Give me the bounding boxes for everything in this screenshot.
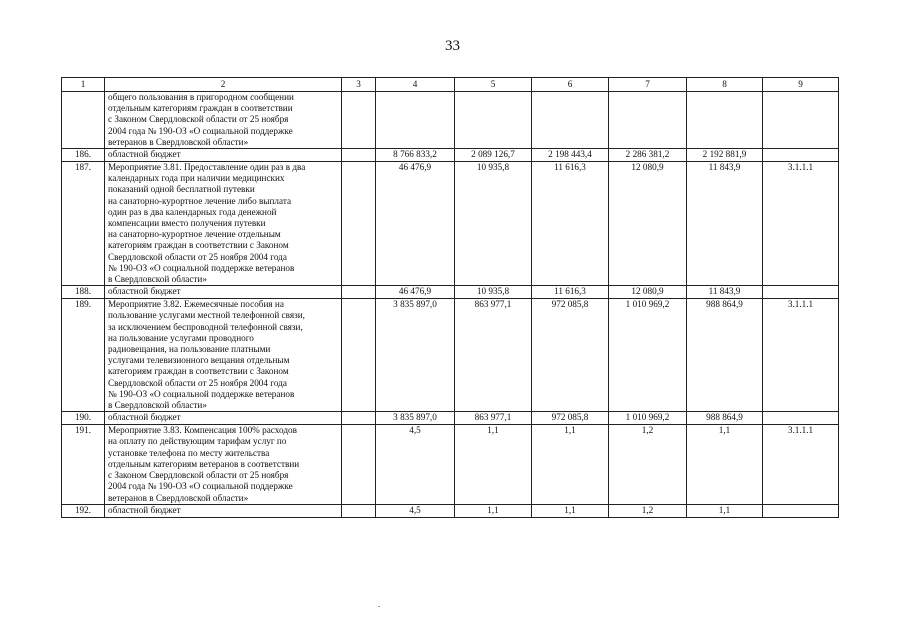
- description-line: отдельным категориям граждан в соответствии: [108, 103, 293, 114]
- description-line: 2004 года № 190-ОЗ «О социальной поддержке: [108, 481, 293, 492]
- row-number: 187.: [62, 162, 105, 286]
- column-header: 6: [532, 78, 609, 92]
- description-line: общего пользования в пригородном сообщении: [108, 92, 294, 102]
- amount-c7: 1 010 969,2: [609, 412, 687, 425]
- amount-c8: 1,1: [687, 425, 763, 504]
- amount-c7: 1,2: [609, 504, 687, 517]
- description-line: на санаторно-курортное лечение отдельным: [108, 229, 281, 240]
- amount-c8: [687, 92, 763, 149]
- description-line: установке телефона по месту жительства: [108, 447, 270, 458]
- amount-c5: 2 089 126,7: [455, 149, 532, 162]
- description-line: № 190-ОЗ «О социальной поддержке ветеранов: [108, 262, 295, 273]
- amount-c4: 46 476,9: [376, 162, 455, 286]
- amount-c6: 972 085,8: [532, 412, 609, 425]
- table-row-budget: [62, 504, 839, 517]
- column-header: 1: [62, 78, 105, 92]
- column-header: 5: [455, 78, 532, 92]
- amount-c8: 2 192 881,9: [687, 149, 763, 162]
- description-line: Свердловской области от 25 ноября 2004 года: [108, 377, 287, 388]
- description-line: с Законом Свердловской области от 25 ноября: [108, 470, 289, 481]
- amount-c8: 1,1: [687, 504, 763, 517]
- description-line: Мероприятие 3.81. Предоставление один раз в два: [108, 162, 306, 173]
- target-code: [763, 92, 839, 149]
- description-line: радиовещания, на пользование платными: [108, 344, 271, 355]
- amount-c6: 972 085,8: [532, 299, 609, 412]
- amount-c5: 863 977,1: [455, 299, 532, 412]
- amount-c7: 1 010 969,2: [609, 299, 687, 412]
- description-line: ветеранов в Свердловской области»: [108, 492, 249, 503]
- description-line: Мероприятие 3.83. Компенсация 100% расходов: [108, 425, 297, 436]
- page-number: 33: [445, 38, 460, 54]
- description-line: в Свердловской области»: [108, 274, 207, 285]
- row-description: [105, 286, 342, 299]
- amount-c8: 988 864,9: [687, 299, 763, 412]
- amount-c4: [376, 92, 455, 149]
- description-line: календарных года при наличии медицинских: [108, 173, 285, 184]
- table-row: [62, 299, 839, 412]
- table-row: [62, 162, 839, 286]
- amount-c3: [342, 425, 376, 504]
- description-line: на санаторно-курортное лечение либо выплата: [108, 195, 292, 206]
- target-code: [763, 412, 839, 425]
- column-header: 8: [687, 78, 763, 92]
- amount-c3: [342, 92, 376, 149]
- table-row-budget: [62, 412, 839, 425]
- description-line: категориям граждан в соответствии с Законом: [108, 366, 289, 377]
- amount-c6: 11 616,3: [532, 162, 609, 286]
- row-number: 191.: [62, 425, 105, 504]
- amount-c3: [342, 412, 376, 425]
- amount-c7: 12 080,9: [609, 286, 687, 299]
- amount-c7: 2 286 381,2: [609, 149, 687, 162]
- row-number: 192.: [62, 504, 105, 517]
- row-number: 188.: [62, 286, 105, 299]
- description-line: областной бюджет: [108, 412, 181, 423]
- scan-artifact: [378, 606, 380, 607]
- row-number: 186.: [62, 149, 105, 162]
- target-code: [763, 504, 839, 517]
- row-description: [105, 92, 342, 149]
- row-description: [105, 425, 342, 504]
- table-body: [62, 92, 839, 518]
- row-description: [105, 149, 342, 162]
- amount-c4: 4,5: [376, 425, 455, 504]
- amount-c7: 1,2: [609, 425, 687, 504]
- description-line: областной бюджет: [108, 286, 181, 297]
- description-line: № 190-ОЗ «О социальной поддержке ветеранов: [108, 388, 295, 399]
- description-line: показаний одной бесплатной путевки: [108, 184, 255, 195]
- target-code: [763, 286, 839, 299]
- table-row: [62, 425, 839, 504]
- amount-c6: 1,1: [532, 425, 609, 504]
- target-code: 3.1.1.1: [763, 299, 839, 412]
- row-number: 189.: [62, 299, 105, 412]
- target-code: 3.1.1.1: [763, 425, 839, 504]
- amount-c7: 12 080,9: [609, 162, 687, 286]
- description-line: в Свердловской области»: [108, 400, 207, 411]
- amount-c3: [342, 299, 376, 412]
- description-line: отдельным категориям ветеранов в соответствии: [108, 458, 300, 469]
- amount-c3: [342, 162, 376, 286]
- target-code: 3.1.1.1: [763, 162, 839, 286]
- amount-c8: 11 843,9: [687, 286, 763, 299]
- column-header: 7: [609, 78, 687, 92]
- description-line: с Законом Свердловской области от 25 ноября: [108, 114, 289, 125]
- amount-c5: 10 935,8: [455, 286, 532, 299]
- description-line: областной бюджет: [108, 504, 181, 515]
- amount-c4: 3 835 897,0: [376, 299, 455, 412]
- description-line: Мероприятие 3.82. Ежемесячные пособия на: [108, 299, 284, 310]
- amount-c8: 11 843,9: [687, 162, 763, 286]
- description-line: услугами телевизионного вещания отдельным: [108, 355, 290, 366]
- amount-c4: 46 476,9: [376, 286, 455, 299]
- amount-c3: [342, 504, 376, 517]
- amount-c8: 988 864,9: [687, 412, 763, 425]
- column-header: 4: [376, 78, 455, 92]
- amount-c6: 11 616,3: [532, 286, 609, 299]
- row-number: 190.: [62, 412, 105, 425]
- budget-table: [61, 77, 839, 518]
- row-number: [62, 92, 105, 149]
- row-description: [105, 504, 342, 517]
- column-header: 9: [763, 78, 839, 92]
- table-row-budget: [62, 149, 839, 162]
- amount-c6: [532, 92, 609, 149]
- description-line: 2004 года № 190-ОЗ «О социальной поддержке: [108, 125, 293, 136]
- amount-c3: [342, 149, 376, 162]
- column-header: 3: [342, 78, 376, 92]
- amount-c4: 4,5: [376, 504, 455, 517]
- amount-c5: [455, 92, 532, 149]
- amount-c3: [342, 286, 376, 299]
- column-header: 2: [105, 78, 342, 92]
- table-row-budget: [62, 286, 839, 299]
- description-line: категориям граждан в соответствии с Законом: [108, 240, 289, 251]
- description-line: компенсации вместо получения путевки: [108, 218, 266, 229]
- target-code: [763, 149, 839, 162]
- amount-c5: 1,1: [455, 425, 532, 504]
- description-line: областной бюджет: [108, 149, 181, 160]
- amount-c7: [609, 92, 687, 149]
- description-line: за исключением беспроводной телефонной связи,: [108, 321, 303, 332]
- amount-c6: 1,1: [532, 504, 609, 517]
- column-header-row: [62, 78, 839, 92]
- description-line: на пользование услугами проводного: [108, 332, 254, 343]
- description-line: на оплату по действующим тарифам услуг по: [108, 436, 287, 447]
- amount-c4: 8 766 833,2: [376, 149, 455, 162]
- amount-c4: 3 835 897,0: [376, 412, 455, 425]
- amount-c5: 1,1: [455, 504, 532, 517]
- amount-c5: 863 977,1: [455, 412, 532, 425]
- description-line: пользование услугами местной телефонной связи,: [108, 310, 305, 321]
- description-line: ветеранов в Свердловской области»: [108, 136, 249, 147]
- row-description: [105, 299, 342, 412]
- row-description: [105, 162, 342, 286]
- amount-c5: 10 935,8: [455, 162, 532, 286]
- description-line: один раз в два календарных года денежной: [108, 206, 277, 217]
- description-line: Свердловской области от 25 ноября 2004 года: [108, 251, 287, 262]
- table-row: [62, 92, 839, 149]
- amount-c6: 2 198 443,4: [532, 149, 609, 162]
- row-description: [105, 412, 342, 425]
